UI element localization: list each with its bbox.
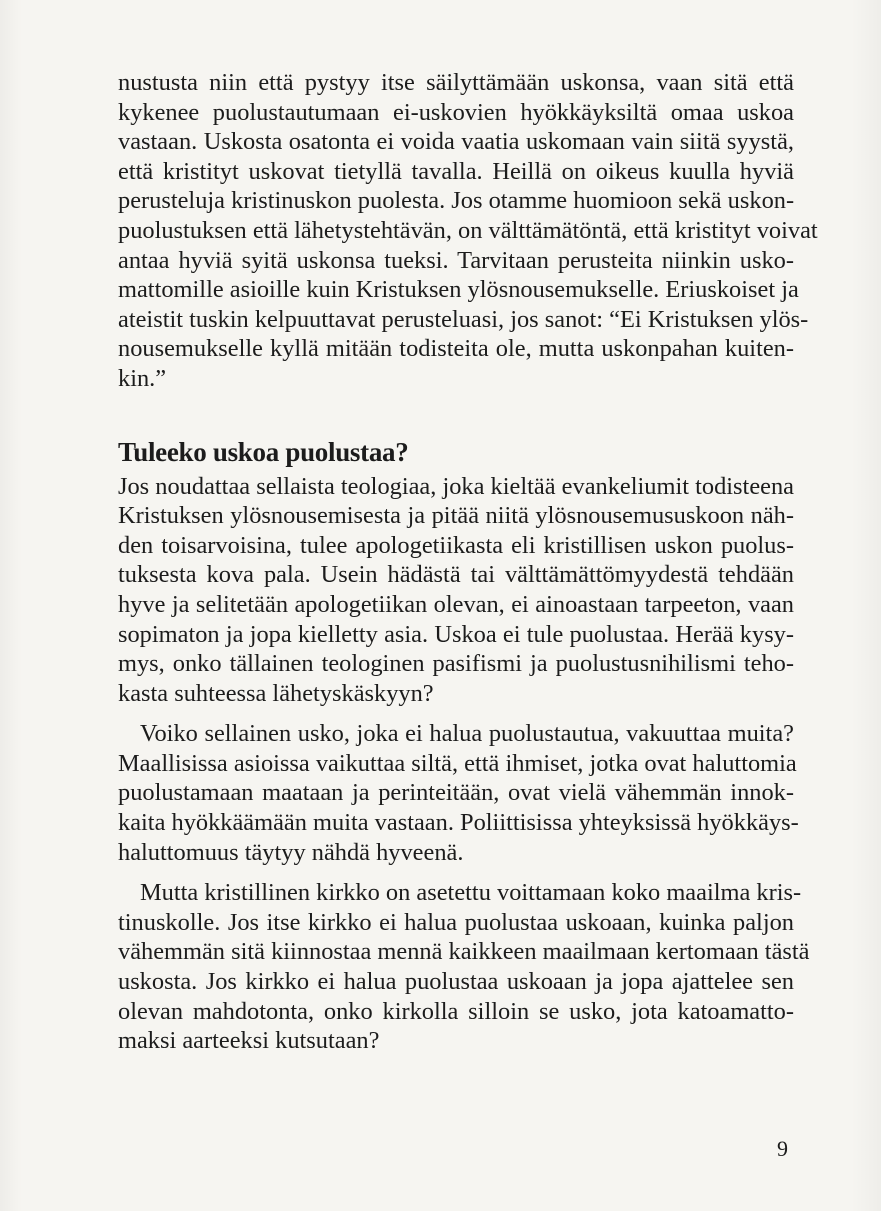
text-line: puolustamaan maataan ja perinteitään, ovat vielä vähemmän innok- (118, 779, 794, 807)
text-line: Kristuksen ylösnousemisesta ja pitää niitä ylösnousemususkoon näh- (118, 502, 794, 530)
text-line: olevan mahdotonta, onko kirkolla silloin se usko, jota katoamatto- (118, 997, 794, 1025)
text-line: puolustuksen että lähetystehtävän, on välttämätöntä, että kristityt voivat (118, 216, 818, 244)
text-line: ateistit tuskin kelpuuttavat perusteluasi, jos sanot: “Ei Kristuksen ylös- (118, 305, 809, 333)
text-line: perusteluja kristinuskon puolesta. Jos otamme huomioon sekä uskon- (118, 187, 795, 215)
text-line: uskosta. Jos kirkko ei halua puolustaa uskoaan ja jopa ajattelee sen (118, 968, 794, 996)
paragraph-apologetics (118, 472, 794, 709)
text-line: mys, onko tällainen teologinen pasifismi ja puolustusnihilismi teho- (118, 650, 794, 678)
text-line: kasta suhteessa lähetyskäskyyn? (118, 679, 434, 707)
paragraph-persuasion (118, 719, 799, 867)
text-line: maksi aarteeksi kutsutaan? (118, 1027, 380, 1055)
text-line: hyve ja selitetään apologetiikan olevan, ei ainoastaan tarpeeton, vaan (118, 590, 794, 618)
text-line: haluttomuus täytyy nähdä hyveenä. (118, 838, 464, 866)
text-line: tuksesta kova pala. Usein hädästä tai välttämättömyydestä tehdään (118, 561, 794, 589)
text-line: Jos noudattaa sellaista teologiaa, joka kieltää evankeliumit todisteena (118, 472, 794, 500)
text-line: Voiko sellainen usko, joka ei halua puolustautua, vakuuttaa muita? (140, 720, 794, 748)
text-column (118, 68, 818, 1056)
paragraph-church-mission (118, 878, 810, 1056)
text-line: Maallisissa asioissa vaikuttaa siltä, että ihmiset, jotka ovat haluttomia (118, 749, 797, 777)
text-line: den toisarvoisina, tulee apologetiikasta eli kristillisen uskon puolus- (118, 531, 794, 559)
text-line: kin.” (118, 364, 167, 392)
text-line: nustusta niin että pystyy itse säilyttämään uskonsa, vaan sitä että (118, 69, 794, 96)
page-number: 9 (777, 1136, 788, 1161)
section-heading: Tuleeko uskoa puolustaa? (118, 436, 409, 467)
text-line: kaita hyökkäämään muita vastaan. Poliittisissa yhteyksissä hyökkäys- (118, 809, 799, 837)
text-line: kykenee puolustautumaan ei-uskovien hyökkäyksiltä omaa uskoa (118, 98, 794, 126)
opening-paragraph (118, 68, 818, 394)
text-line: Mutta kristillinen kirkko on asetettu voittamaan koko maailma kris- (140, 879, 802, 907)
text-line: antaa hyviä syitä uskonsa tueksi. Tarvitaan perusteita niinkin usko- (118, 246, 794, 274)
text-line: sopimaton ja jopa kielletty asia. Uskoa ei tule puolustaa. Herää kysy- (118, 620, 794, 648)
text-line: nousemukselle kyllä mitään todisteita ole, mutta uskonpahan kuiten- (118, 335, 794, 363)
text-line: vastaan. Uskosta osatonta ei voida vaatia uskomaan vain siitä syystä, (118, 128, 794, 156)
text-line: että kristityt uskovat tietyllä tavalla. Heillä on oikeus kuulla hyviä (118, 157, 794, 185)
text-line: vähemmän sitä kiinnostaa mennä kaikkeen maailmaan kertomaan tästä (118, 938, 810, 966)
text-line: mattomille asioille kuin Kristuksen ylösnousemukselle. Eriuskoiset ja (118, 276, 799, 304)
text-line: tinuskolle. Jos itse kirkko ei halua puolustaa uskoaan, kuinka paljon (118, 908, 794, 936)
